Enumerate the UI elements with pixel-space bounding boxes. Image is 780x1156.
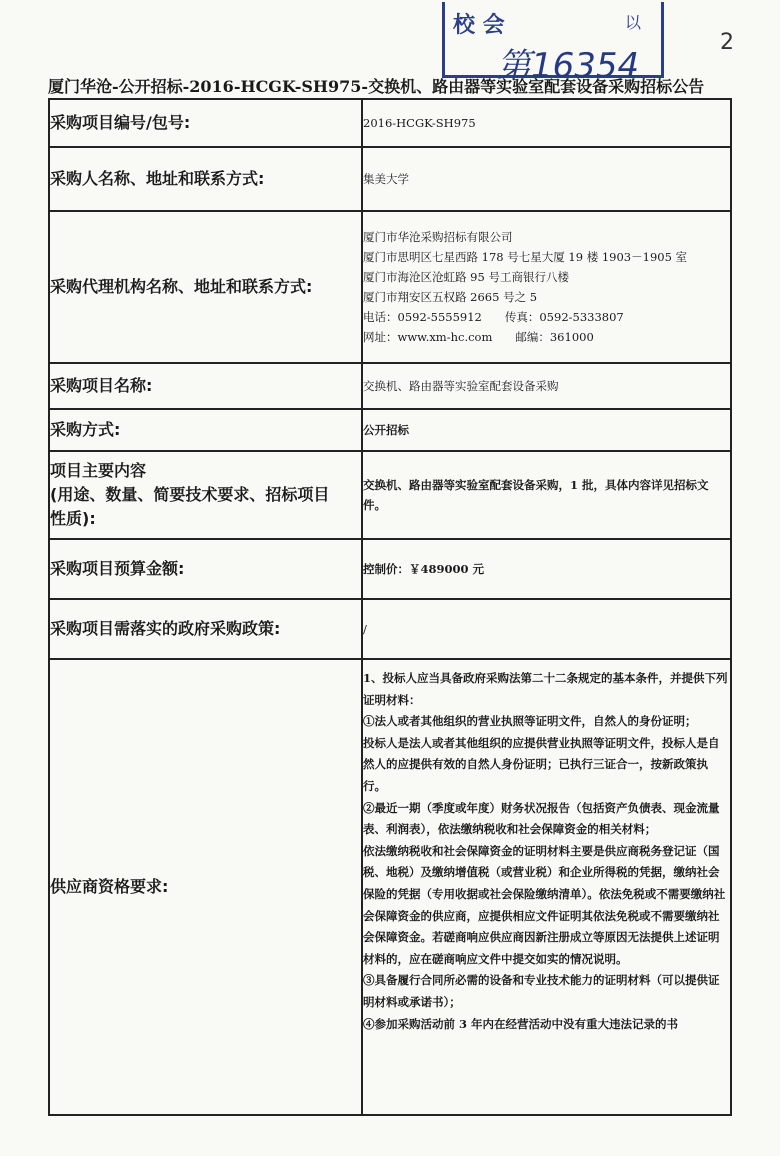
agency-name: 厦门市华沧采购招标有限公司 — [363, 230, 513, 244]
agency-address-1: 厦门市思明区七星西路 178 号七星大厦 19 楼 1903－1905 室 — [363, 250, 688, 264]
project-content-label — [49, 451, 362, 539]
table-row — [49, 147, 731, 211]
purchaser-value: 集美大学 — [362, 147, 731, 211]
agency-info — [362, 211, 731, 363]
table-row — [49, 211, 731, 363]
qualification-paragraph: ②最近一期（季度或年度）财务状况报告（包括资产负债表、现金流量表、利润表），依法缴纳税收和社会保障资金的相关材料； — [363, 800, 720, 837]
stamp-right-text: 以 — [624, 13, 641, 32]
row-label: 采购项目预算金额: — [49, 539, 362, 599]
project-number-value: 2016-HCGK-SH975 — [362, 99, 731, 147]
row-label: 采购项目需落实的政府采购政策: — [49, 599, 362, 659]
table-row — [49, 409, 731, 451]
row-label: 供应商资格要求: — [49, 659, 362, 1115]
agency-web-postcode: 网址：www.xm-hc.com 邮编：361000 — [363, 330, 594, 344]
budget-value: 控制价：￥489000 元 — [362, 539, 731, 599]
row-label: 采购项目名称: — [49, 363, 362, 409]
document-title: 厦门华沧-公开招标-2016-HCGK-SH975-交换机、路由器等实验室配套设备采购招标公告 — [48, 77, 705, 96]
stamp-label: 校 会 — [453, 13, 505, 38]
project-name-value: 交换机、路由器等实验室配套设备采购 — [362, 363, 731, 409]
row-label: 采购项目编号/包号: — [49, 99, 362, 147]
announcement-table — [48, 98, 732, 1116]
row-label: 采购人名称、地址和联系方式: — [49, 147, 362, 211]
row-label: 采购代理机构名称、地址和联系方式: — [49, 211, 362, 363]
received-stamp — [442, 2, 664, 86]
qualification-paragraph: 1、投标人应当具备政府采购法第二十二条规定的基本条件，并提供下列证明材料： — [363, 671, 728, 707]
qualification-paragraph: ①法人或者其他组织的营业执照等证明文件，自然人的身份证明； — [363, 714, 697, 729]
agency-address-2: 厦门市海沧区沧虹路 95 号工商银行八楼 — [363, 270, 569, 284]
qualification-paragraph: 依法缴纳税收和社会保障资金的证明材料主要是供应商税务登记证（国税、地税）及缴纳增值税（或营业税）和企业所得税的凭据，缴纳社会保险的凭据（专用收据或社会保险缴纳清单）。依法免税或不需要缴纳社会保障资金的供应商，应提供相应文件证明其依法免税或不需要缴纳社会保障资金。若磋商响应供应商因新注册成立等原因无法提供上述证明材料的，应在磋商响应文件中提交如实的情况说明。 — [363, 843, 726, 966]
label-line: 性质): — [50, 509, 96, 528]
procurement-method-value: 公开招标 — [362, 409, 731, 451]
label-line: 项目主要内容 — [50, 461, 147, 480]
page-number: 2 — [720, 30, 734, 55]
table-row — [49, 99, 731, 147]
table-row — [49, 363, 731, 409]
qualification-paragraph: 投标人是法人或者其他组织的应提供营业执照等证明文件，投标人是自然人的应提供有效的自然人身份证明；已执行三证合一，按新政策执行。 — [363, 735, 720, 793]
qualification-paragraph: ③具备履行合同所必需的设备和专业技术能力的证明材料（可以提供证明材料或承诺书）； — [363, 973, 720, 1009]
agency-phone-fax: 电话：0592-5555912 传真：0592-5333807 — [363, 310, 624, 324]
table-row — [49, 659, 731, 1115]
row-label: 采购方式: — [49, 409, 362, 451]
qualification-paragraph: ④参加采购活动前 3 年内在经营活动中没有重大违法记录的书 — [363, 1016, 679, 1031]
table-row — [49, 451, 731, 539]
supplier-qualification-text — [362, 659, 731, 1115]
table-row — [49, 599, 731, 659]
agency-address-3: 厦门市翔安区五权路 2665 号之 5 — [363, 290, 538, 304]
stamp-handwritten-number: 第16354 — [497, 46, 640, 86]
policy-value: / — [362, 599, 731, 659]
table-row — [49, 539, 731, 599]
project-content-value: 交换机、路由器等实验室配套设备采购，1 批，具体内容详见招标文件。 — [362, 451, 731, 539]
label-line: (用途、数量、简要技术要求、招标项目 — [50, 485, 330, 504]
